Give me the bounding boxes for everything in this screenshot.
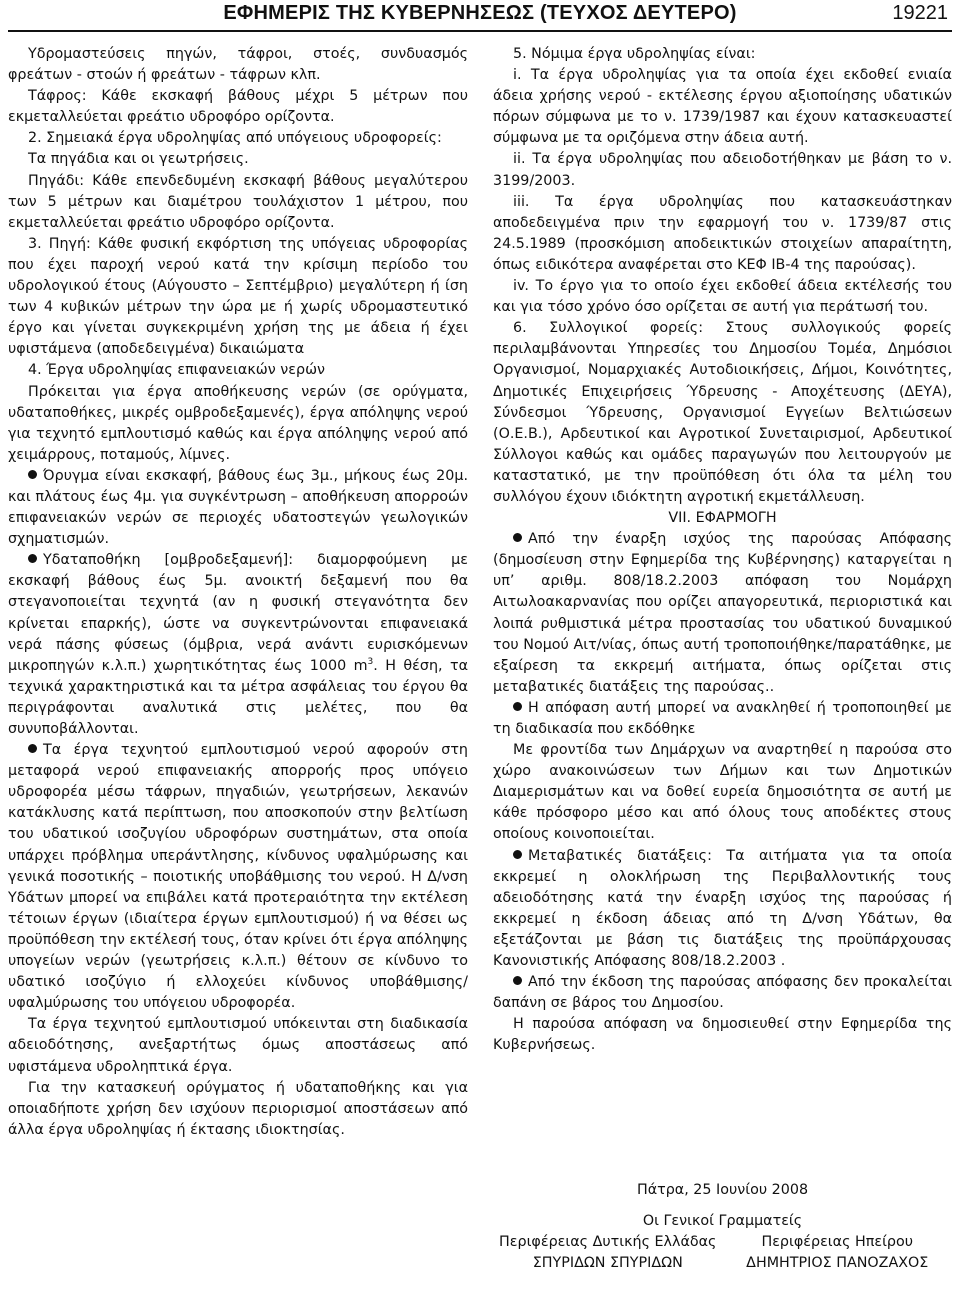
paragraph: Τα έργα τεχνητού εμπλουτισμού υπόκεινται στη διαδικασία αδειοδότησης, ανεξαρτήτως όμως αποστάσεως από υφιστάμενα υδροληπτικά έργα. (8, 1016, 468, 1075)
section-heading: 5. Νόμιμα έργα υδροληψίας είναι: (513, 46, 756, 62)
bullet-icon (513, 850, 522, 859)
superscript: 3 (367, 656, 374, 667)
bullet-text: Η απόφαση αυτή μπορεί να ανακληθεί ή τροποποιηθεί με τη διαδικασία που εκδόθηκε (493, 699, 952, 737)
paragraph: Με φροντίδα των Δημάρχων να αναρτηθεί η παρούσα στο χώρο ανακοινώσεων των Δήμων και των Δημοτικών Διαμερισμάτων και να δοθεί ευρεία δημοσιότητα σε αυτή με κάθε πρόσφορο μέσο και από όλους τους αποδέκτες στους οποίους κοινοποιείται. (493, 742, 952, 843)
left-name: ΣΠΥΡΙΔΩΝ ΣΠΥΡΙΔΩΝ (532, 1255, 683, 1271)
left-column (8, 44, 468, 1141)
section-heading: 4. Έργα υδροληψίας επιφανειακών νερών (28, 362, 326, 379)
right-role: Περιφέρειας Ηπείρου (761, 1234, 914, 1250)
bullet-text: Από την έκδοση της παρούσας απόφασης δεν προκαλείται δαπάνη σε βάρος του Δημοσίου. (493, 974, 952, 1012)
bullet-icon (28, 554, 37, 563)
right-name: ΔΗΜΗΤΡΙΟΣ ΠΑΝΟΖΑΧΟΣ (746, 1255, 929, 1271)
bullet-paragraph (493, 846, 952, 973)
page-number: 19221 (892, 2, 948, 24)
paragraph: iii. Τα έργα υδροληψίας που κατασκευάστηκαν αποδεδειγμένα πριν την εφαρμογή του ν. 1739/87 στις 24.5.1989 (προσκόμιση αποδεικτικών στοιχείων απαραίτητη, όπως ειδικότερα αναφέρεται στο ΚΕΦ ΙΒ-4 της παρούσας). (493, 193, 952, 273)
place-date: Πάτρα, 25 Ιουνίου 2008 (636, 1182, 809, 1198)
left-role: Περιφέρειας Δυτικής Ελλάδας (499, 1234, 717, 1250)
paragraph: Πηγάδι: Κάθε επενδεδυμένη εκσκαφή βάθους μεγαλύτερου των 5 μέτρων και διαμέτρου τουλάχιστον 1 μέτρου, που εκμεταλλεύεται φρεάτιο υδροφόρο ορίζοντα. (8, 172, 468, 231)
bullet-paragraph (8, 550, 468, 740)
bullet-paragraph (493, 698, 952, 740)
bullet-icon (513, 976, 522, 985)
bullet-paragraph (493, 529, 952, 698)
paragraph: ii. Τα έργα υδροληψίας που αδειοδοτήθηκαν με βάση το ν. 3199/2003. (493, 151, 952, 189)
bullet-icon (513, 533, 522, 542)
signature-roles (493, 1232, 952, 1253)
paragraph: Η παρούσα απόφαση να δημοσιευθεί στην Εφημερίδα της Κυβερνήσεως. (493, 1016, 952, 1054)
paragraph: i. Τα έργα υδροληψίας για τα οποία έχει εκδοθεί ενιαία άδεια χρήσης νερού - εκτέλεσης έργου αξιοποίησης υδατικών πόρων σύμφωνα με το ν. 1739/1987 και έχουν κατασκευαστεί σύμφωνα με τα οριζόμενα στην άδεια αυτή. (493, 67, 952, 147)
bullet-icon (28, 470, 37, 479)
section-heading: VII. ΕΦΑΡΜΟΓΗ (668, 510, 777, 527)
signature-block (493, 1180, 952, 1274)
page-header (8, 0, 952, 32)
signature-heading: Οι Γενικοί Γραμματείς (642, 1213, 803, 1229)
paragraph: Υδρομαστεύσεις πηγών, τάφροι, στοές, συνδυασμός φρεάτων - στοών ή φρεάτων - τάφρων κλπ. (8, 46, 468, 84)
paragraph: Για την κατασκευή ορύγματος ή υδαταποθήκης και για οποιαδήποτε χρήση δεν ισχύουν περιορισμοί αποστάσεων από άλλα έργα υδροληψίας ή έκτασης ιδιοκτησίας. (8, 1079, 468, 1138)
bullet-paragraph (8, 466, 468, 550)
paragraph: Τα πηγάδια και οι γεωτρήσεις. (28, 151, 249, 168)
gazette-title: ΕΦΗΜΕΡΙΣ ΤΗΣ ΚΥΒΕΡΝΗΣΕΩΣ (ΤΕΥΧΟΣ ΔΕΥΤΕΡΟ) (223, 2, 737, 24)
signature-names (493, 1253, 952, 1274)
bullet-text: Μεταβατικές διατάξεις: Τα αιτήματα για τα οποία εκκρεμεί η ολοκλήρωση της Περιβαλλοντικής τους αδειοδότησης κατά την έναρξη ισχύος της παρούσας ή εκκρεμεί η έκδοση άδειας από τη Δ/νση Υδάτων, θα εξετάζονται με βάση τις διατάξεις της προϋπάρχουσας Κανονιστικής Απόφασης 808/18.2.2003 . (493, 847, 952, 970)
bullet-text-tail: . Η θέση, τα τεχνικά χαρακτηριστικά και τα μέτρα ασφάλειας του έργου θα περιγράφονται αναλυτικά στις μελέτες, που θα συνυποβάλλονται. (8, 657, 468, 737)
header-rule (8, 30, 952, 32)
bullet-paragraph (8, 740, 468, 1014)
bullet-text: Από την έναρξη ισχύος της παρούσας Απόφασης (δημοσίευση στην Εφημερίδα της Κυβέρνησης) καταργείται η υπ’ αριθμ. 808/18.2.2003 απόφαση του Νομάρχη Αιτωλοακαρνανίας που ορίζει απαγορευτικά, περιοριστικά και λοιπά ρυθμιστικά μέτρα προστασίας του υδατικού δυναμικού του Νομού Αιτ/νίας, όπως αυτή τροποποιήθηκε/παρατάθηκε, με εξαίρεση τα εκκρεμή αιτήματα, όπως ορίζεται στις μεταβατικές διατάξεις της παρούσας.. (493, 531, 952, 695)
paragraph: Τάφρος: Κάθε εκσκαφή βάθους μέχρι 5 μέτρων που εκμεταλλεύεται φρεάτιο υδροφόρο ορίζοντα. (8, 88, 468, 126)
paragraph: 3. Πηγή: Κάθε φυσική εκφόρτιση της υπόγειας υδροφορίας που έχει παροχή νερού κατά την κρίσιμη περίοδο του υδρολογικού έτους (Αύγουστο – Σεπτέμβριο) μεγαλύτερη ή ίση των 4 κυβικών μέτρων την ώρα με ή χωρίς υδρομαστευτικό έργο και γίνεται συγκεκριμένη χρήση της με άδεια ή έχει υφιστάμενα (αποδεδειγμένα) δικαιώματα (8, 235, 468, 358)
bullet-icon (28, 744, 37, 753)
paragraph: Πρόκειται για έργα αποθήκευσης νερών (σε ορύγματα, υδαταποθήκες, μικρές ομβροδεξαμενές), έργα απόληψης νερού για τεχνητό εμπλουτισμό καθώς και έργα απόληψης νερού από χειμάρρους, ποταμούς, λίμνες. (8, 383, 468, 463)
bullet-text: Όρυγμα είναι εκσκαφή, βάθους έως 3μ., μήκους έως 20μ. και πλάτους έως 4μ. για συγκέντρωση – αποθήκευση απορροών επιφανειακών νερών σε περιοχές υδατοστεγών γεωλογικών σχηματισμών. (8, 467, 468, 548)
bullet-text: Τα έργα τεχνητού εμπλουτισμού νερού αφορούν στη μεταφορά νερού επιφανειακής απορροής προς υπόγειο υδροφορέα μέσω τάφρων, πηγαδιών, γεωτρήσεων, λεκανών κατάκλυσης κατά περίπτωση, που αποσκοπούν στην βελτίωση του υδατικού ισοζυγίου υδροφόρων συστημάτων, στα οποία υπάρχει πρόβλημα υπεράντλησης, κίνδυνος υφαλμύρωσης και γενικά ποσοτικής – ποιοτικής υποβάθμισης του νερού. Η Δ/νση Υδάτων μπορεί να επιβάλει κατά προτεραιότητα την εκτέλεση τέτοιων έργων (ιδιαίτερα έργων εμπλουτισμού) ή να θέσει ως προϋπόθεση την εκτέλεσή τους, όταν κρίνει ότι έργα απόληψης υπογείων νερών (γεωτρήσεις κ.λ.π.) θέτουν σε κίνδυνο το υδατικό ισοζύγιο ή ελλοχεύει κίνδυνος υποβάθμισης/ υφαλμύρωσης του υπόγειου υδροφορέα. (8, 742, 468, 1012)
right-column (493, 44, 952, 1057)
bullet-paragraph (493, 972, 952, 1014)
paragraph: 2. Σημειακά έργα υδροληψίας από υπόγειους υδροφορείς: (28, 130, 442, 147)
paragraph: 6. Συλλογικοί φορείς: Στους συλλογικούς φορείς περιλαμβάνονται Υπηρεσίες του Δημοσίου Τομέα, Δημόσιοι Οργανισμοί, Νομαρχιακές Αυτοδιοικήσεις, Δήμοι, Κοινότητες, Δημοτικές Επιχειρήσεις Ύδρευσης - Αποχέτευσης (ΔΕΥΑ), Σύνδεσμοι Ύδρευσης, Οργανισμοί Εγγείων Βελτιώσεων (Ο.Ε.Β.), Αρδευτικοί και Αγροτικοί Συνεταιρισμοί, Αρδευτικοί Σύλλογοι καθώς και ομάδες παραγωγών που λειτουργούν με καταστατικό, με την προϋπόθεση ότι όλα τα μέλη του συλλόγου έχουν ιδιόκτητη αγροτική εκμετάλλευση. (493, 320, 952, 505)
bullet-icon (513, 702, 522, 711)
paragraph: iv. Το έργο για το οποίο έχει εκδοθεί άδεια εκτέλεσής του και για τόσο χρόνο όσο ορίζεται σε αυτή για περάτωσή του. (493, 278, 952, 316)
bullet-text: Υδαταποθήκη [ομβροδεξαμενή]: διαμορφούμενη με εκσκαφή βάθους έως 5μ. ανοικτή δεξαμενή που θα στεγανοποιείται τεχνητά (αν η φυσική στεγανότητα δεν κρίνεται επαρκής), ώστε να συγκεντρώνονται επιφανειακά νερά πάσης φύσεως (όμβρια, νερά ανάντι ευρισκόμενων μικροπηγών κ.λ.π.) χωρητικότητας έως 1000 m (8, 552, 468, 674)
